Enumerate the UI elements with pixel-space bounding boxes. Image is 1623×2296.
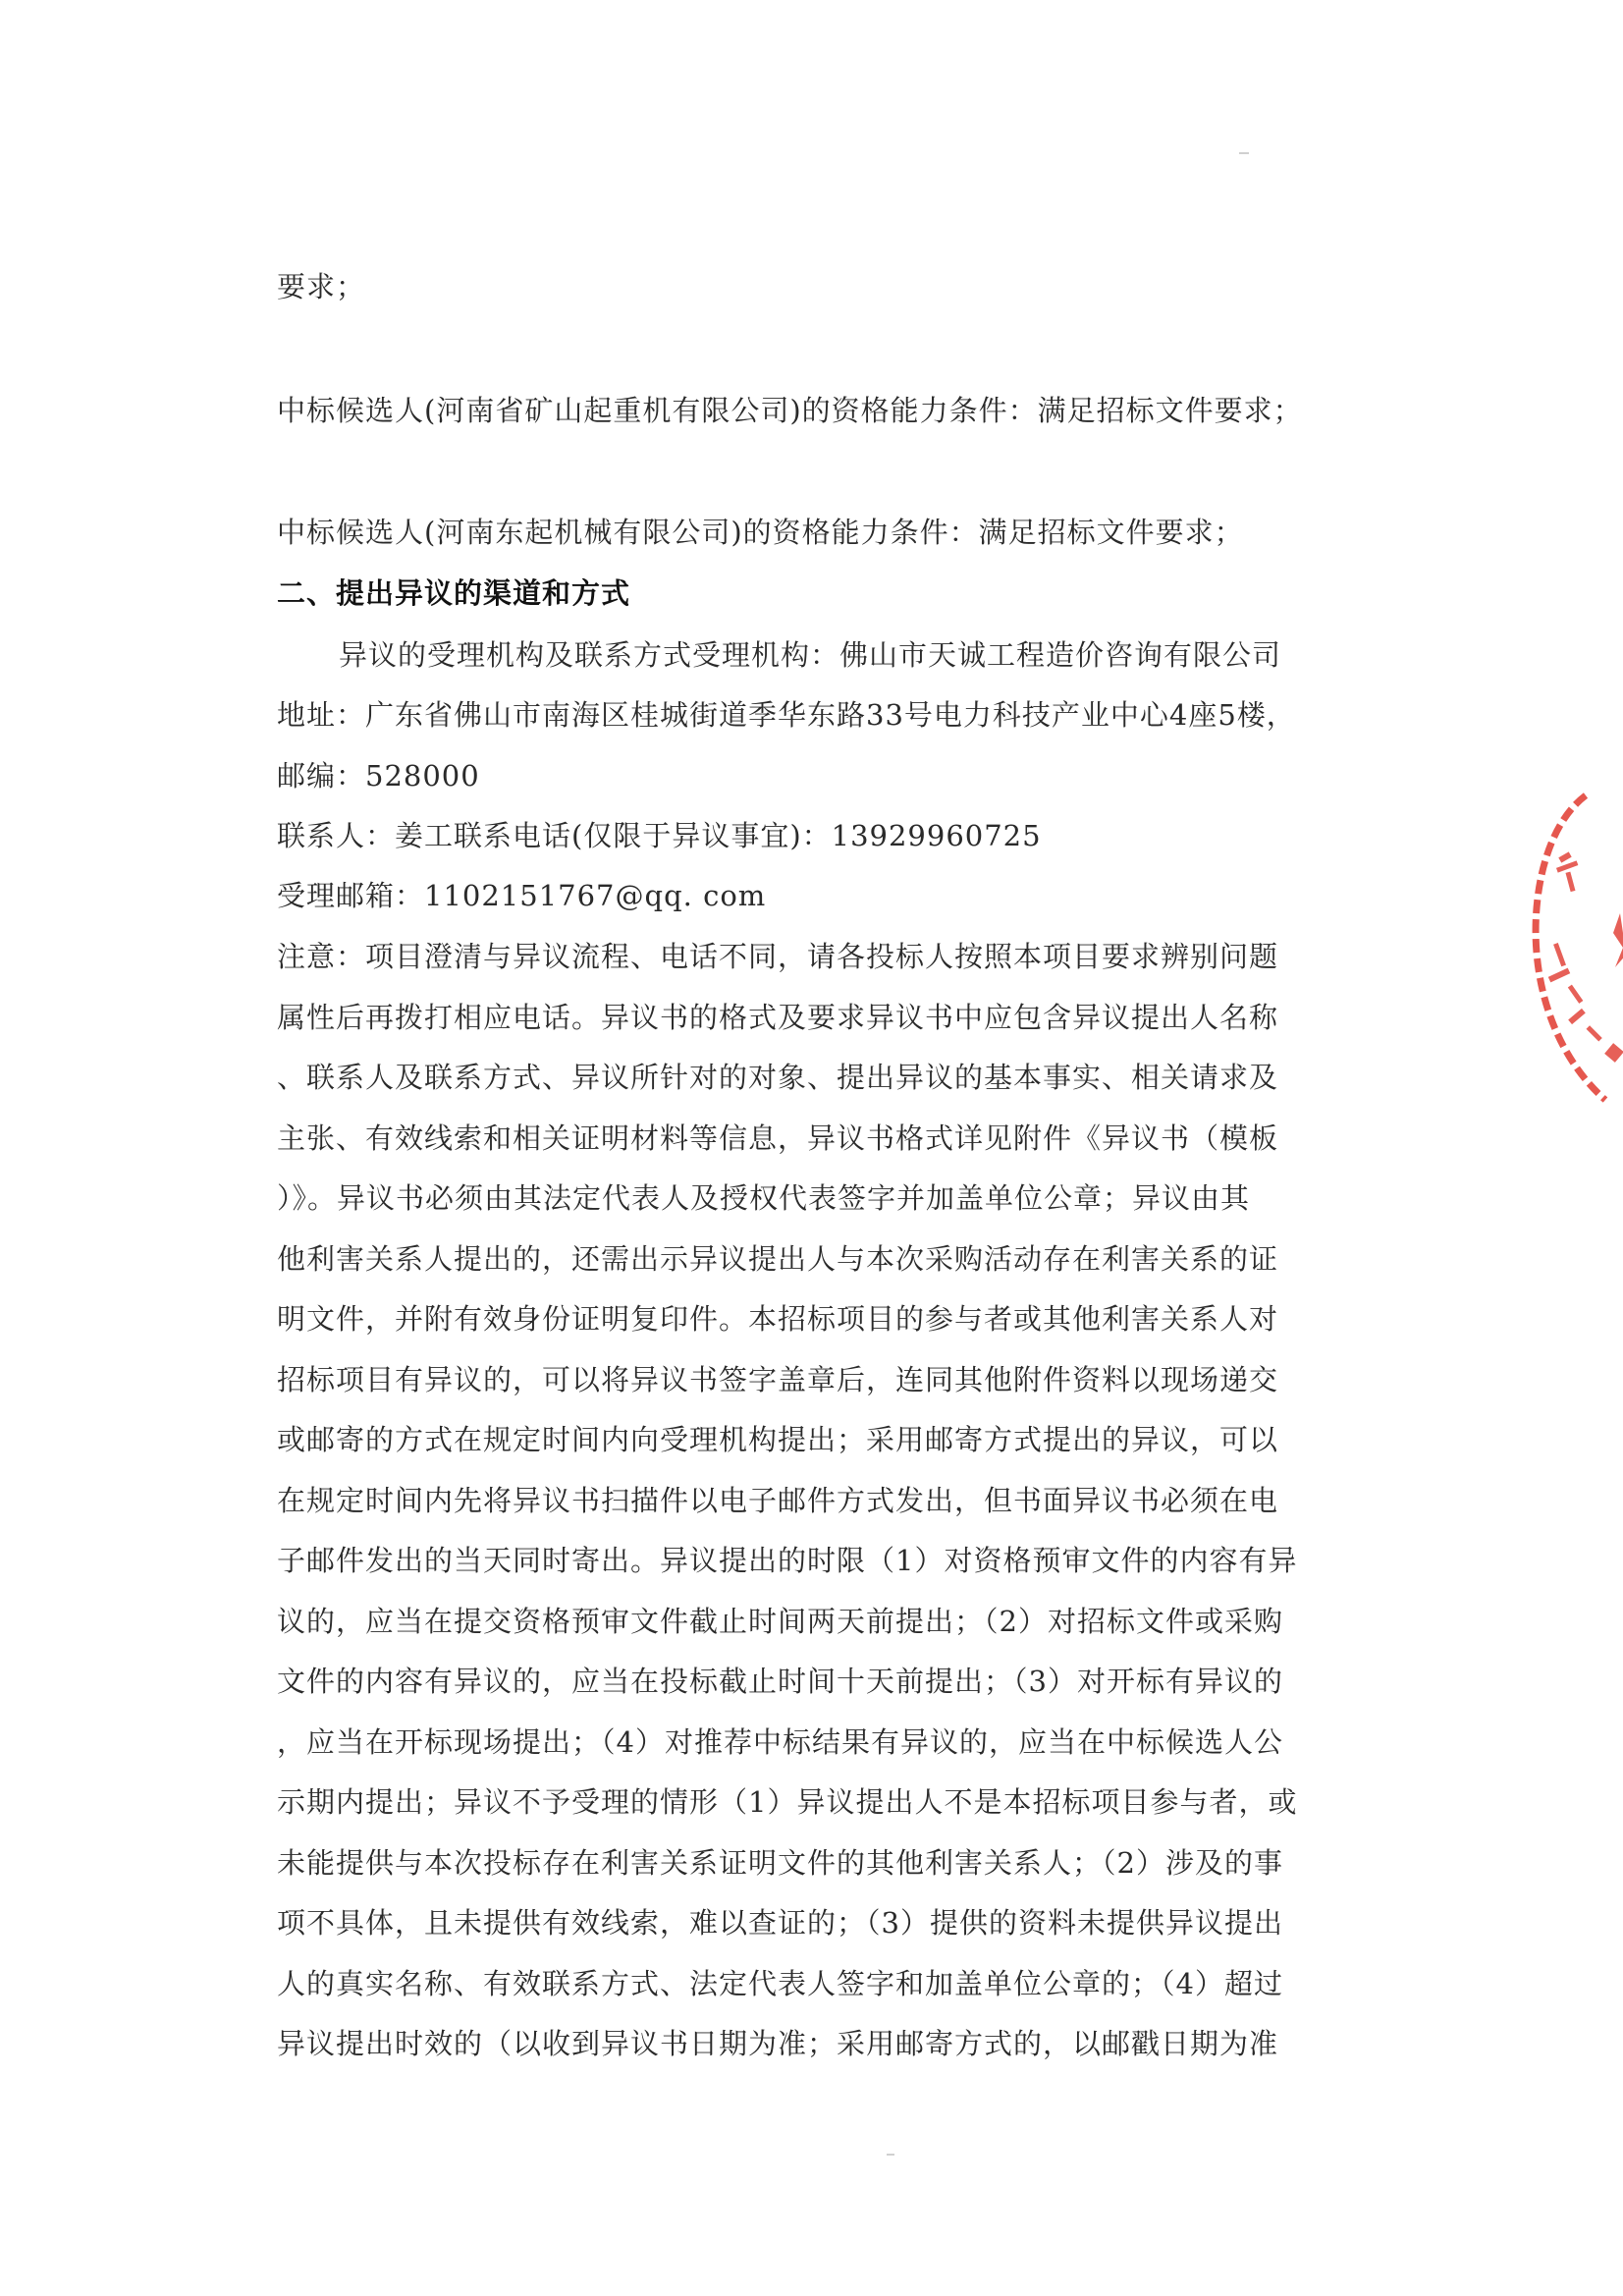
text-line: 中标候选人(河南东起机械有限公司)的资格能力条件：满足招标文件要求； bbox=[277, 516, 1244, 549]
company-seal-fragment-icon bbox=[1527, 786, 1623, 1110]
text-line: 主张、有效线索和相关证明材料等信息，异议书格式详见附件《异议书（模板 bbox=[277, 1121, 1279, 1155]
text-line: 、联系人及联系方式、异议所针对的对象、提出异议的基本事实、相关请求及 bbox=[277, 1061, 1279, 1094]
text-line: 属性后再拨打相应电话。异议书的格式及要求异议书中应包含异议提出人名称 bbox=[277, 1001, 1279, 1034]
text-line: 他利害关系人提出的，还需出示异议提出人与本次采购活动存在利害关系的证 bbox=[277, 1242, 1279, 1276]
text-line: 明文件，并附有效身份证明复印件。本招标项目的参与者或其他利害关系人对 bbox=[277, 1302, 1279, 1336]
text-line: 受理邮箱：1102151767@qq. com bbox=[277, 879, 767, 912]
text-line: 在规定时间内先将异议书扫描件以电子邮件方式发出，但书面异议书必须在电 bbox=[277, 1484, 1279, 1517]
section-heading: 二、提出异议的渠道和方式 bbox=[277, 576, 631, 610]
text-line: 人的真实名称、有效联系方式、法定代表人签字和加盖单位公章的；（4）超过 bbox=[277, 1967, 1283, 2000]
scan-speck bbox=[1239, 152, 1249, 154]
text-line: 地址：广东省佛山市南海区桂城街道季华东路33号电力科技产业中心4座5楼， bbox=[277, 698, 1296, 732]
text-line: 文件的内容有异议的，应当在投标截止时间十天前提出；（3）对开标有异议的 bbox=[277, 1665, 1283, 1698]
text-line: 示期内提出；异议不予受理的情形（1）异议提出人不是本招标项目参与者，或 bbox=[277, 1785, 1298, 1819]
text-line: 议的，应当在提交资格预审文件截止时间两天前提出；（2）对招标文件或采购 bbox=[277, 1605, 1283, 1638]
text-line: ）》。异议书必须由其法定代表人及授权代表签字并加盖单位公章；异议由其 bbox=[277, 1181, 1251, 1215]
text-line: 异议提出时效的（以收到异议书日期为准；采用邮寄方式的，以邮戳日期为准 bbox=[277, 2027, 1279, 2060]
text-line: 或邮寄的方式在规定时间内向受理机构提出；采用邮寄方式提出的异议，可以 bbox=[277, 1423, 1279, 1456]
text-line: 中标候选人(河南省矿山起重机有限公司)的资格能力条件：满足招标文件要求； bbox=[277, 394, 1303, 427]
scan-speck bbox=[887, 2154, 894, 2156]
text-line: 邮编：528000 bbox=[277, 759, 480, 793]
text-line: 要求； bbox=[277, 270, 366, 303]
text-line: 联系人：姜工联系电话(仅限于异议事宜)：13929960725 bbox=[277, 819, 1042, 852]
text-line: 项不具体，且未提供有效线索，难以查证的；（3）提供的资料未提供异议提出 bbox=[277, 1906, 1283, 1940]
text-line: 未能提供与本次投标存在利害关系证明文件的其他利害关系人；（2）涉及的事 bbox=[277, 1846, 1283, 1880]
text-line: 异议的受理机构及联系方式受理机构：佛山市天诚工程造价咨询有限公司 bbox=[339, 638, 1282, 672]
text-line: ，应当在开标现场提出；（4）对推荐中标结果有异议的，应当在中标候选人公 bbox=[277, 1725, 1283, 1759]
text-line: 子邮件发出的当天同时寄出。异议提出的时限（1）对资格预审文件的内容有异 bbox=[277, 1544, 1298, 1577]
text-line: 招标项目有异议的，可以将异议书签字盖章后，连同其他附件资料以现场递交 bbox=[277, 1363, 1279, 1396]
text-line: 注意：项目澄清与异议流程、电话不同，请各投标人按照本项目要求辨别问题 bbox=[277, 940, 1279, 973]
